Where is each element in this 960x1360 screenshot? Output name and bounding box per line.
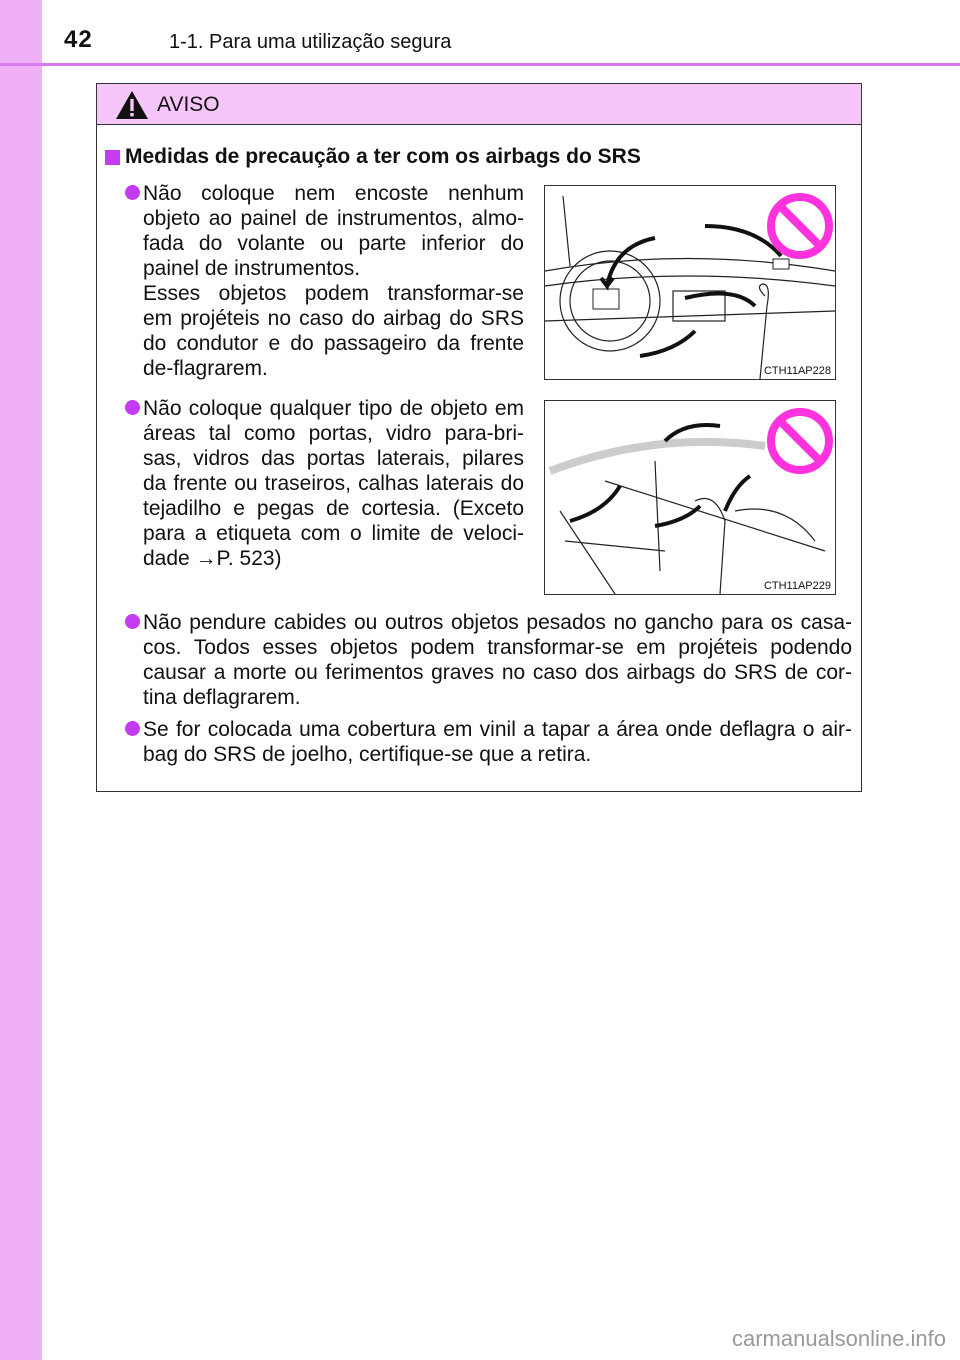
- item-text-line: para a etiqueta com o limite de veloci-: [143, 522, 524, 545]
- dashboard-drawing: [545, 186, 835, 379]
- watermark: carmanualsonline.info: [731, 1326, 946, 1351]
- item-text-line: fada do volante ou parte inferior do: [143, 232, 524, 255]
- item-text-line: de-flagrarem.: [143, 357, 268, 380]
- page-side-tab: [0, 0, 42, 1360]
- item-text-line: em projéteis no caso do airbag do SRS: [143, 307, 524, 330]
- page-number: 42: [64, 26, 93, 53]
- item-text-line: tina deflagrarem.: [143, 686, 301, 709]
- item-text-line: Não coloque nem encoste nenhum: [143, 182, 524, 205]
- section-title: 1-1. Para uma utilização segura: [169, 31, 452, 53]
- section-heading-text: Medidas de precaução a ter com os airbags do SRS: [125, 145, 641, 168]
- item-text-line: bag do SRS de joelho, certifique-se que a retira.: [143, 743, 592, 766]
- bullet-icon: [125, 185, 140, 200]
- item-text-line: da frente ou traseiros, calhas laterais do: [143, 472, 524, 495]
- warning-box: [96, 83, 862, 792]
- item-text-line: dade →P. 523): [143, 547, 282, 570]
- dashboard-illustration: [544, 185, 836, 380]
- warning-label: AVISO: [157, 93, 220, 116]
- square-bullet-icon: [105, 150, 120, 165]
- bullet-icon: [125, 614, 140, 629]
- warning-section-heading: [105, 145, 641, 169]
- list-item: [143, 610, 852, 710]
- item-text-line: Se for colocada uma cobertura em vinil a tapar a área onde deflagra o air-: [143, 718, 852, 741]
- item-text-line: do condutor e do passageiro da frente: [143, 332, 524, 355]
- warning-header: [97, 84, 861, 125]
- item-text-line: painel de instrumentos.: [143, 257, 361, 280]
- list-item: [143, 181, 524, 381]
- item-text-line: Não pendure cabides ou outros objetos pesados no gancho para os casa-: [143, 611, 852, 634]
- bullet-icon: [125, 400, 140, 415]
- figure-code: CTH11AP229: [763, 580, 831, 592]
- list-item: [143, 396, 524, 571]
- figure-code: CTH11AP228: [763, 365, 831, 377]
- item-text-line: Esses objetos podem transformar-se: [143, 282, 524, 305]
- item-text-line: cos. Todos esses objetos podem transformar-se em projéteis podendo: [143, 636, 852, 659]
- cabin-illustration: [544, 400, 836, 595]
- item-text-line: objeto ao painel de instrumentos, almo-: [143, 207, 524, 230]
- bullet-icon: [125, 721, 140, 736]
- item-text-line: causar a morte ou ferimentos graves no caso dos airbags do SRS de cor-: [143, 661, 852, 684]
- item-text-line: Não coloque qualquer tipo de objeto em: [143, 397, 524, 420]
- prohibited-icon: [771, 412, 829, 470]
- list-item: [143, 717, 852, 767]
- cabin-drawing: [545, 401, 835, 594]
- warning-icon: [115, 90, 149, 120]
- header-rule: [0, 63, 960, 66]
- item-text-line: tejadilho e pegas de cortesia. (Exceto: [143, 497, 524, 520]
- item-text-line: sas, vidros das portas laterais, pilares: [143, 447, 524, 470]
- item-text-line: áreas tal como portas, vidro para-bri-: [143, 422, 524, 445]
- prohibited-icon: [771, 197, 829, 255]
